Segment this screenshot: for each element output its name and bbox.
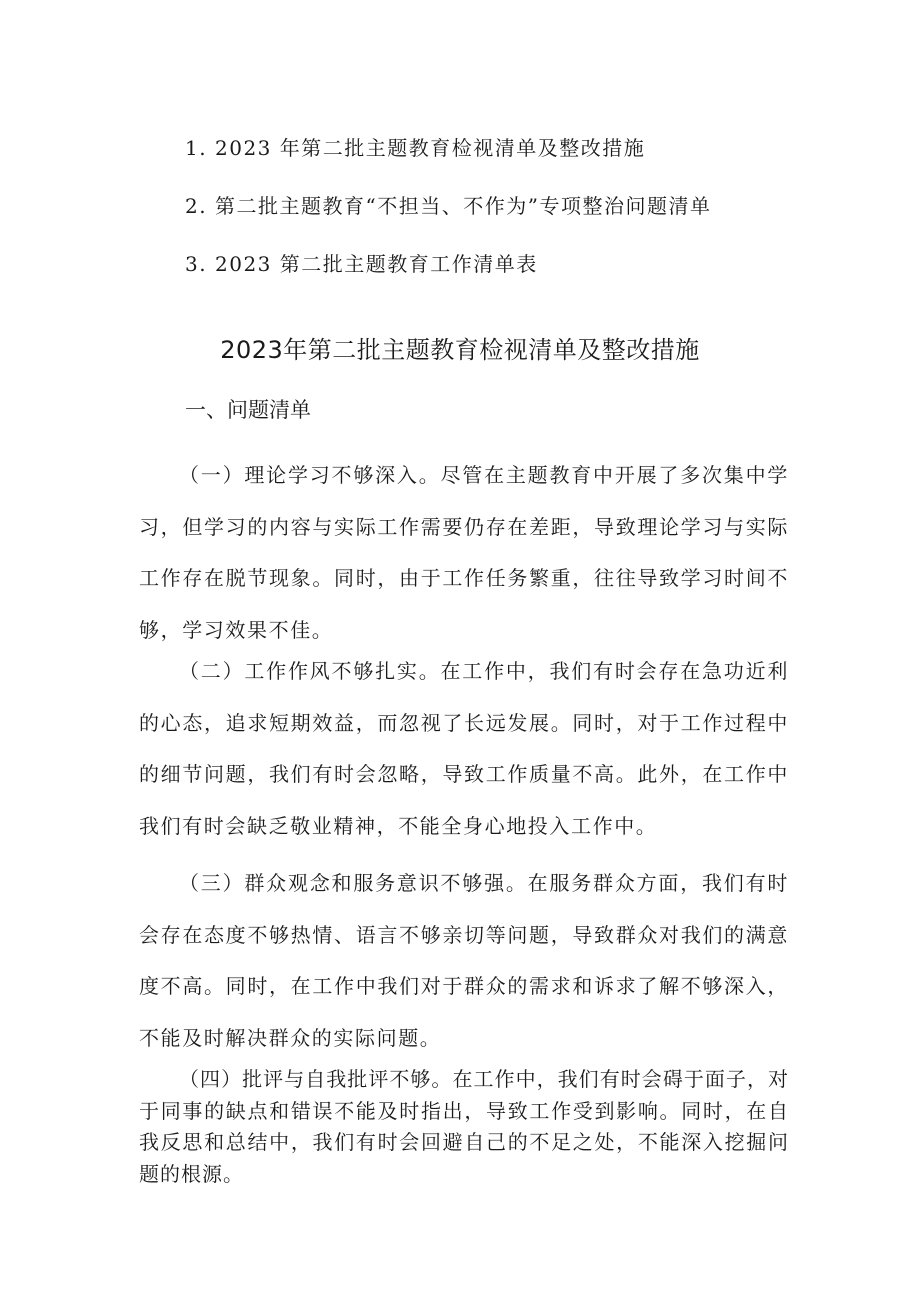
paragraph-criticism: （四）批评与自我批评不够。在工作中，我们有时会碍于面子，对于同事的缺点和错误不能及时指出，导致工作受到影响。同时，在自我反思和总结中，我们有时会回避自己的不足之处，不能深入挖掘问题的根源。: [139, 1067, 789, 1186]
toc-item-number: 1.: [185, 136, 208, 160]
toc-item-text: 2023 第二批主题教育工作清单表: [215, 252, 538, 276]
toc-item: [185, 186, 825, 244]
toc-item: [185, 244, 825, 302]
toc-item-number: 3.: [185, 252, 208, 276]
paragraph-work-style: （二）工作作风不够扎实。在工作中，我们有时会存在急功近利的心态，追求短期效益，而忽视了长远发展。同时，对于工作过程中的细节问题，我们有时会忽略，导致工作质量不高。此外，在工作中我们有时会缺乏敬业精神，不能全身心地投入工作中。: [139, 659, 789, 838]
section-heading: 一、问题清单: [185, 398, 311, 422]
paragraph-theory-study: （一）理论学习不够深入。尽管在主题教育中开展了多次集中学习，但学习的内容与实际工作需要仍存在差距，导致理论学习与实际工作存在脱节现象。同时，由于工作任务繁重，往往导致学习时间不够，学习效果不佳。: [139, 463, 789, 642]
table-of-contents: [185, 128, 825, 302]
toc-item-text: 第二批主题教育“不担当、不作为”专项整治问题清单: [215, 194, 712, 218]
toc-item-number: 2.: [185, 194, 208, 218]
toc-item: [185, 128, 825, 186]
paragraph-public-service: （三）群众观念和服务意识不够强。在服务群众方面，我们有时会存在态度不够热情、语言不够亲切等问题，导致群众对我们的满意度不高。同时，在工作中我们对于群众的需求和诉求了解不够深入，不能及时解决群众的实际问题。: [139, 871, 789, 1050]
toc-item-text: 2023 年第二批主题教育检视清单及整改措施: [215, 136, 646, 160]
document-title: 2023年第二批主题教育检视清单及整改措施: [220, 336, 700, 364]
